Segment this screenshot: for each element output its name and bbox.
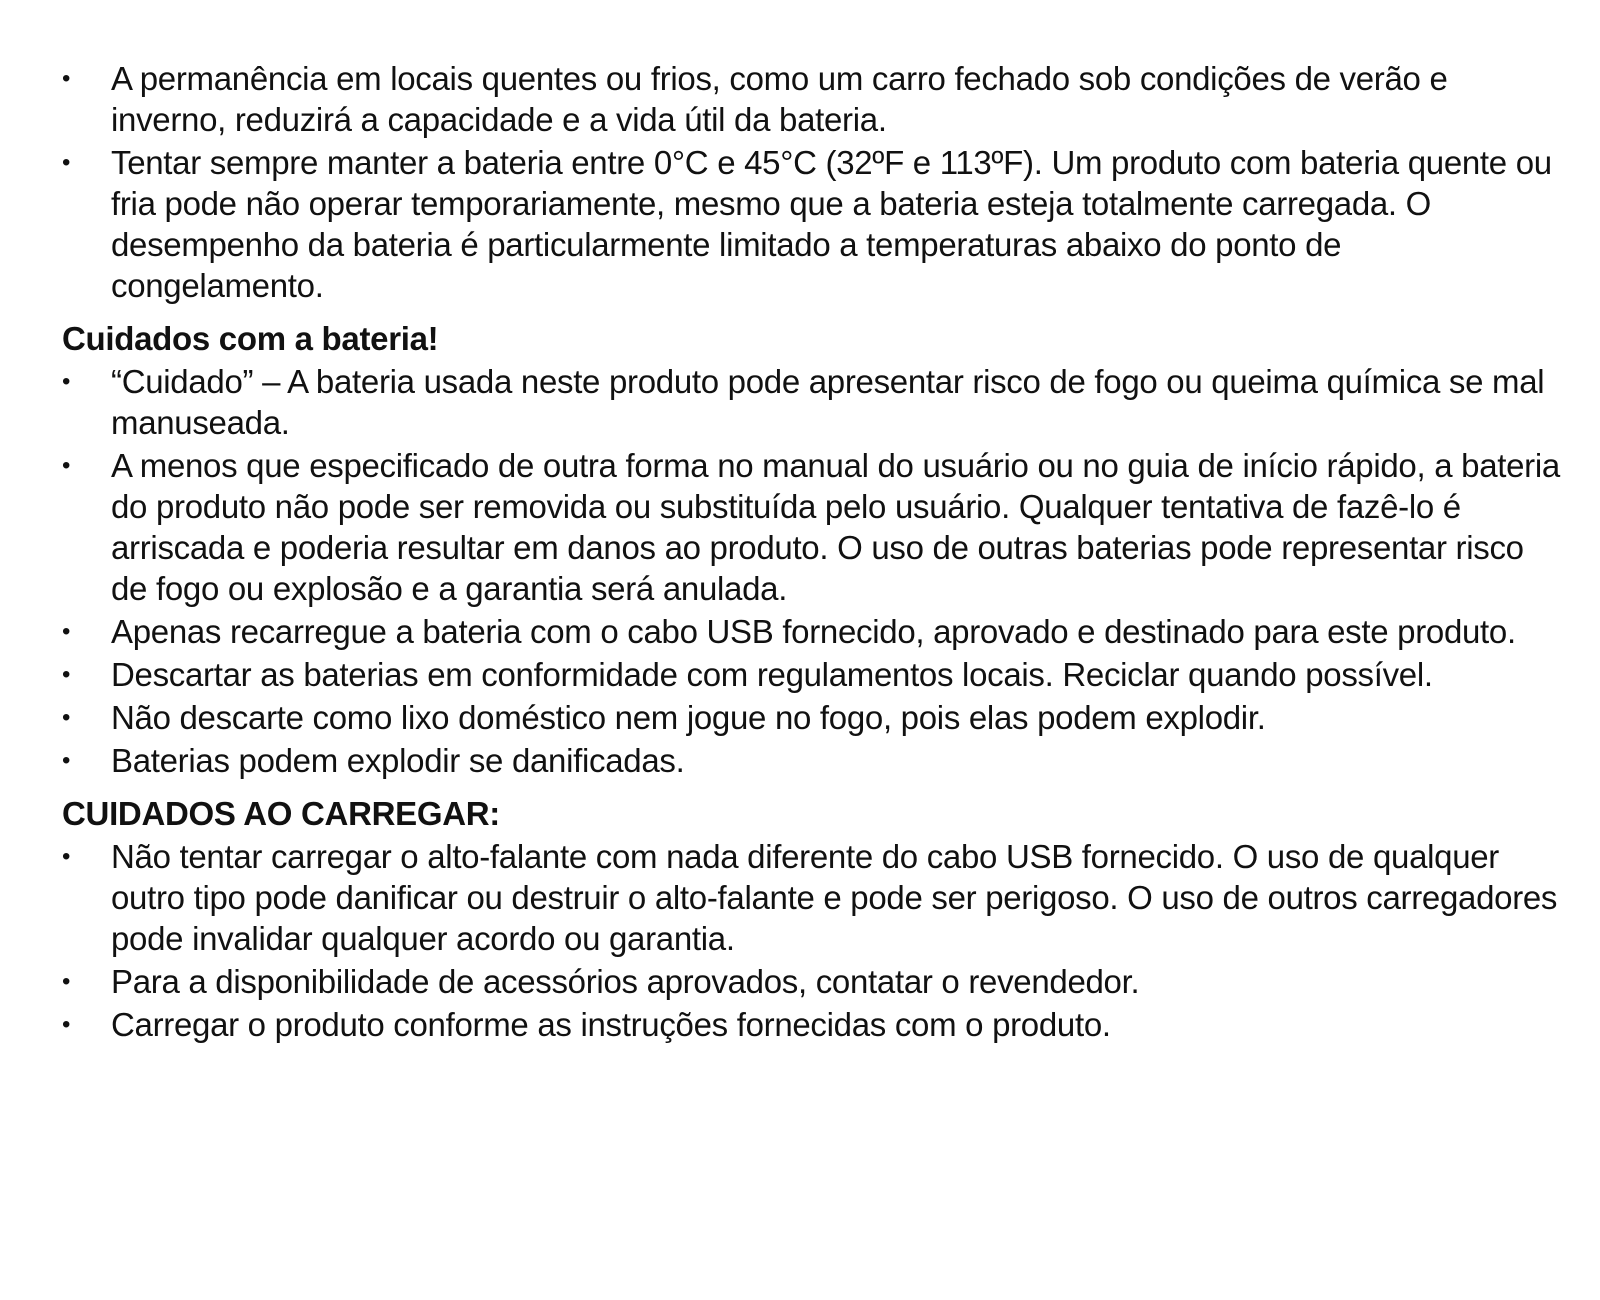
list-item-text: Carregar o produto conforme as instruções fornecidas com o produto. — [111, 1006, 1111, 1043]
bullet-icon: • — [62, 968, 71, 995]
charging-care-heading: CUIDADOS AO CARREGAR: — [62, 795, 500, 832]
list-item-text: Não descarte como lixo doméstico nem jogue no fogo, pois elas podem explodir. — [111, 699, 1266, 736]
battery-care-heading: Cuidados com a bateria! — [62, 320, 439, 357]
bullet-icon: • — [62, 618, 71, 645]
bullet-icon: • — [62, 843, 71, 870]
list-item — [62, 836, 1560, 959]
list-item-text: Apenas recarregue a bateria com o cabo USB fornecido, aprovado e destinado para este produto. — [111, 613, 1516, 650]
list-item-text: Para a disponibilidade de acessórios aprovados, contatar o revendedor. — [111, 963, 1140, 1000]
list-item — [62, 58, 1560, 140]
bullet-icon: • — [62, 747, 71, 774]
battery-care-list — [62, 361, 1560, 781]
list-item-text: “Cuidado” – A bateria usada neste produto pode apresentar risco de fogo ou queima química se mal manuseada. — [111, 363, 1545, 441]
list-item — [62, 142, 1560, 306]
list-item — [62, 1004, 1560, 1045]
intro-bullet-list — [62, 58, 1560, 306]
list-item-text: Descartar as baterias em conformidade com regulamentos locais. Reciclar quando possível. — [111, 656, 1433, 693]
list-item — [62, 611, 1560, 652]
list-item — [62, 654, 1560, 695]
list-item — [62, 740, 1560, 781]
list-item-text: Não tentar carregar o alto-falante com nada diferente do cabo USB fornecido. O uso de qualquer outro tipo pode danificar ou destruir o alto-falante e pode ser perigoso. O uso de outros carregadores pode invalidar qualquer acordo ou garantia. — [111, 838, 1558, 957]
list-item-text: A menos que especificado de outra forma no manual do usuário ou no guia de início rápido, a bateria do produto não pode ser removida ou substituída pelo usuário. Qualquer tentativa de fazê-lo é arriscada e poderia resultar em danos ao produto. O uso de outras baterias pode representar risco de fogo ou explosão e a garantia será anulada. — [111, 447, 1560, 607]
bullet-icon: • — [62, 704, 71, 731]
list-item-text: Baterias podem explodir se danificadas. — [111, 742, 685, 779]
charging-care-list — [62, 836, 1560, 1045]
bullet-icon: • — [62, 452, 71, 479]
bullet-icon: • — [62, 149, 71, 176]
bullet-icon: • — [62, 65, 71, 92]
bullet-icon: • — [62, 368, 71, 395]
bullet-icon: • — [62, 661, 71, 688]
list-item — [62, 697, 1560, 738]
list-item — [62, 961, 1560, 1002]
bullet-icon: • — [62, 1011, 71, 1038]
list-item-text: A permanência em locais quentes ou frios, como um carro fechado sob condições de verão e inverno, reduzirá a capacidade e a vida útil da bateria. — [111, 60, 1448, 138]
list-item — [62, 445, 1560, 609]
list-item-text: Tentar sempre manter a bateria entre 0°C e 45°C (32ºF e 113ºF). Um produto com bateria quente ou fria pode não operar temporariamente, mesmo que a bateria esteja totalmente carregada. O desempenho da bateria é particularmente limitado a temperaturas abaixo do ponto de congelamento. — [111, 144, 1552, 304]
list-item — [62, 361, 1560, 443]
